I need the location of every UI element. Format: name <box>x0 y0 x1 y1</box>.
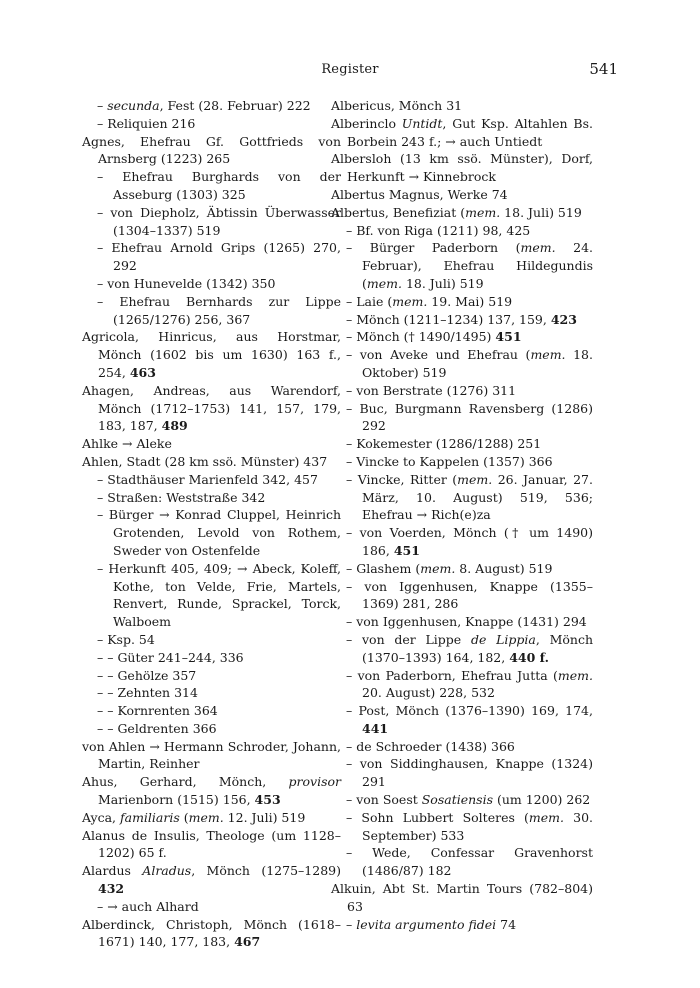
index-entry: – → auch Alhard <box>97 898 199 914</box>
index-entry: – Mönch († 1490/1495) 451 <box>346 329 522 345</box>
index-entry: – Ehefrau Bernhards zur Lippe (1265/1276) 256, 367 <box>97 293 341 327</box>
index-entry: Ahlke → Aleke <box>82 436 172 452</box>
index-entry: – Bürger → Konrad Cluppel, Heinrich Grotenden, Levold von Rothem, Sweder von Ostenfelde <box>97 507 341 558</box>
index-entry: – Post, Mönch (1376–1390) 169, 174, 441 <box>346 703 593 736</box>
index-entry: – de Schroeder (1438) 366 <box>346 738 515 754</box>
index-entry: – von Aveke und Ehefrau (mem. 18. Oktober) 519 <box>346 347 593 380</box>
index-entry: Alkuin, Abt St. Martin Tours (782–804) 63 <box>331 881 593 914</box>
index-entry: – von Iggenhusen, Knappe (1431) 294 <box>346 614 587 630</box>
index-entry: Ahus, Gerhard, Mönch, provisor Marienborn (1515) 156, 453 <box>82 774 341 808</box>
index-entry: Albertus Magnus, Werke 74 <box>331 186 508 202</box>
index-entry: – Vincke, Ritter (mem. 26. Januar, 27. März, 10. August) 519, 536; Ehefrau → Rich(e)za <box>346 471 593 523</box>
index-column-right <box>331 97 593 933</box>
index-entry: – von Voerden, Mönch († um 1490) 186, 451 <box>346 525 593 558</box>
index-entry: Ayca, familiaris (mem. 12. Juli) 519 <box>82 809 306 825</box>
index-entry: Alberdinck, Christoph, Mönch (1618–1671) 140, 177, 183, 467 <box>82 916 341 950</box>
index-entry: von Ahlen → Hermann Schroder, Johann, Martin, Reinher <box>82 738 341 772</box>
index-entry: – Glashem (mem. 8. August) 519 <box>346 560 553 576</box>
index-entry: – – Gehölze 357 <box>97 667 197 683</box>
running-title: Register <box>321 62 379 77</box>
index-column-left <box>82 97 341 951</box>
page-header <box>82 58 618 86</box>
index-entry: Albersloh (13 km ssö. Münster), Dorf, Herkunft → Kinnebrock <box>331 151 593 185</box>
index-entry: Alanus de Insulis, Theologe (um 1128–1202) 65 f. <box>82 827 341 861</box>
index-entry: – Sohn Lubbert Solteres (mem. 30. September) 533 <box>346 809 593 843</box>
index-entry: – von Diepholz, Äbtissin Überwasser (1304–1337) 519 <box>97 204 341 238</box>
index-entry: – Vincke to Kappelen (1357) 366 <box>346 453 553 469</box>
index-entry: – Bürger Paderborn (mem. 24. Februar), Ehefrau Hildegundis (mem. 18. Juli) 519 <box>346 240 593 291</box>
index-entry: – von Hunevelde (1342) 350 <box>97 275 276 291</box>
index-entry: – Wede, Confessar Gravenhorst (1486/87) 182 <box>346 845 593 879</box>
index-entry: – Stadthäuser Marienfeld 342, 457 <box>97 471 318 487</box>
index-entry: – – Güter 241–244, 336 <box>97 649 244 665</box>
index-entry: – Bf. von Riga (1211) 98, 425 <box>346 222 531 238</box>
index-entry: Albericus, Mönch 31 <box>331 98 463 113</box>
index-entry: Alardus Alradus, Mönch (1275–1289) 432 <box>82 863 341 897</box>
index-entry: Albertus, Benefiziat (mem. 18. Juli) 519 <box>331 204 582 220</box>
index-entry: – Herkunft 405, 409; → Abeck, Koleff, Kothe, ton Velde, Frie, Martels, Renvert, Runde, Sprackel, Torck, Walboem <box>97 560 341 630</box>
index-entry: – Mönch (1211–1234) 137, 159, 423 <box>346 311 577 327</box>
index-entry: – von Siddinghausen, Knappe (1324) 291 <box>346 756 593 790</box>
index-entry: – von Berstrate (1276) 311 <box>346 382 517 398</box>
index-entry: Agricola, Hinricus, aus Horstmar, Mönch (1602 bis um 1630) 163 f., 254, 463 <box>82 329 341 380</box>
index-entry: Agnes, Ehefrau Gf. Gottfrieds von Arnsberg (1223) 265 <box>82 133 341 167</box>
index-entry: – – Geldrenten 366 <box>97 720 217 736</box>
index-entry: – von Soest Sosatiensis (um 1200) 262 <box>346 792 591 808</box>
index-entry: – – Zehnten 314 <box>97 685 198 701</box>
index-entry: – – Kornrenten 364 <box>97 703 218 719</box>
index-entry: – Ksp. 54 <box>97 631 155 647</box>
index-entry: Ahagen, Andreas, aus Warendorf, Mönch (1712–1753) 141, 157, 179, 183, 187, 489 <box>82 382 341 434</box>
index-entry: – von Iggenhusen, Knappe (1355–1369) 281, 286 <box>346 578 593 612</box>
index-entry: – Reliquien 216 <box>97 115 196 131</box>
index-entry: – Kokemester (1286/1288) 251 <box>346 436 542 452</box>
index-entry: – Straßen: Weststraße 342 <box>97 489 266 505</box>
page-number: 541 <box>589 60 618 78</box>
index-entry: – secunda, Fest (28. Februar) 222 <box>97 98 311 113</box>
index-entry: – Laie (mem. 19. Mai) 519 <box>346 293 513 309</box>
index-entry: – von Paderborn, Ehefrau Jutta (mem. 20. August) 228, 532 <box>346 667 593 701</box>
index-entry: – von der Lippe de Lippia, Mönch (1370–1393) 164, 182, 440 f. <box>346 631 594 665</box>
index-entry: Alberinclo Untidt, Gut Ksp. Altahlen Bs. Borbein 243 f.; → auch Untiedt <box>331 115 593 149</box>
index-entry: – Ehefrau Arnold Grips (1265) 270, 292 <box>97 240 341 274</box>
index-entry: – Ehefrau Burghards von der Asseburg (1303) 325 <box>97 169 341 202</box>
index-entry: Ahlen, Stadt (28 km ssö. Münster) 437 <box>82 453 328 469</box>
index-entry: – levita argumento fidei 74 <box>346 916 517 932</box>
index-entry: – Buc, Burgmann Ravensberg (1286) 292 <box>346 400 593 434</box>
